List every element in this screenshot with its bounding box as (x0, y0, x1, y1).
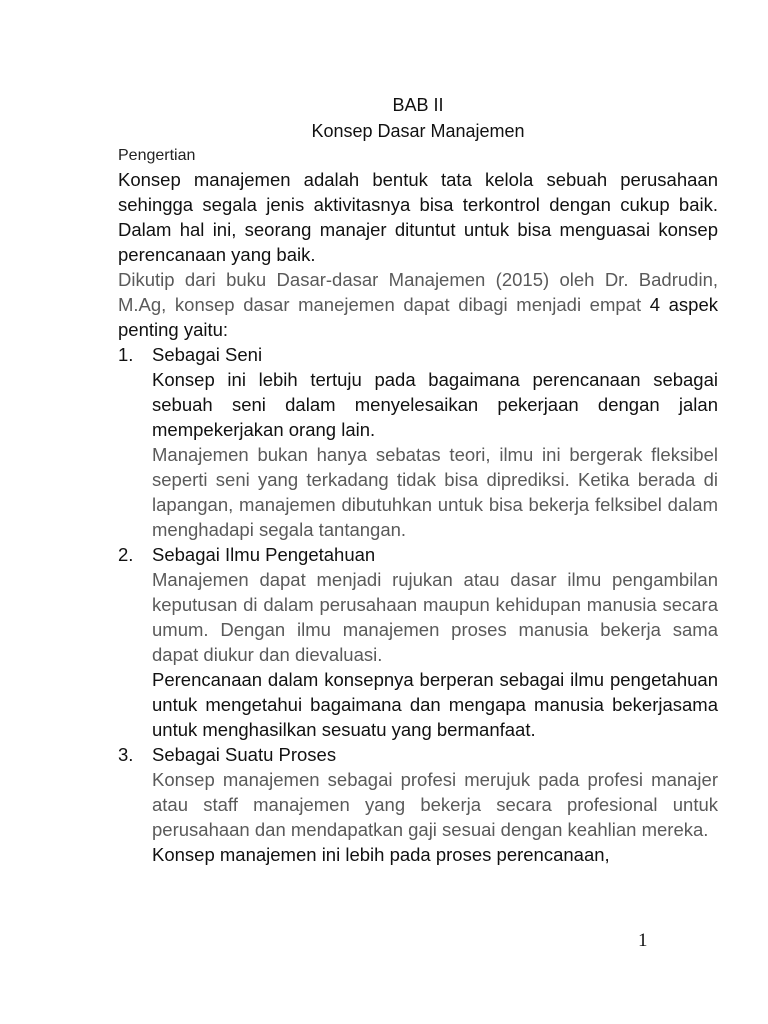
list-item-paragraph: Perencanaan dalam konsepnya berperan sebagai ilmu pengetahuan untuk mengetahui bagaimana dan mengapa manusia bekerjasama untuk menghasilkan sesuatu yang bermanfaat. (152, 669, 718, 740)
page-title: Konsep Dasar Manajemen (311, 121, 525, 141)
list-item-title: Sebagai Suatu Proses (152, 744, 337, 765)
list-item (118, 742, 718, 867)
list-item-paragraph: Konsep ini lebih tertuju pada bagaimana perencanaan sebagai sebuah seni dalam menyelesaikan pekerjaan dengan jalan mempekerjakan orang lain. (152, 369, 718, 440)
list-item-paragraph: Manajemen dapat menjadi rujukan atau dasar ilmu pengambilan keputusan di dalam perusahaan maupun kehidupan manusia secara umum. Dengan ilmu manajemen proses manusia bekerja sama dapat diukur dan dievaluasi. (152, 569, 718, 665)
list-item-number: 3. (118, 744, 134, 765)
list-item-heading (118, 342, 718, 367)
list-item-paragraph: Manajemen bukan hanya sebatas teori, ilmu ini bergerak fleksibel seperti seni yang terkadang tidak bisa diprediksi. Ketika berada di lapangan, manajemen dibutuhkan untuk bisa bekerja felksibel dalam menghadapi segala tantangan. (152, 444, 718, 540)
chapter-label: BAB II (392, 95, 444, 115)
quote-tail: 4 aspek penting yaitu: (118, 294, 719, 340)
list-item-heading (118, 742, 718, 767)
list-item (118, 342, 718, 542)
quote-paragraph (118, 267, 718, 342)
document-page (118, 92, 718, 867)
list-item-heading (118, 542, 718, 567)
list-item-paragraph: Konsep manajemen sebagai profesi merujuk pada profesi manajer atau staff manajemen yang bekerja secara profesional untuk perusahaan dan mendapatkan gaji sesuai dengan keahlian mereka. (152, 769, 718, 840)
intro-paragraph: Konsep manajemen adalah bentuk tata kelola sebuah perusahaan sehingga segala jenis aktivitasnya bisa terkontrol dengan cukup baik. Dalam hal ini, seorang manajer dituntut untuk bisa menguasai konsep perencanaan yang baik. (118, 169, 718, 265)
list-item-title: Sebagai Seni (152, 344, 263, 365)
list-item-paragraph: Konsep manajemen ini lebih pada proses perencanaan, (152, 844, 610, 865)
list-item (118, 542, 718, 742)
list-item-title: Sebagai Ilmu Pengetahuan (152, 544, 376, 565)
section-label: Pengertian (118, 147, 196, 164)
list-item-number: 2. (118, 544, 134, 565)
list-item-number: 1. (118, 344, 134, 365)
page-number: 1 (638, 930, 648, 951)
quote-lead: Dikutip dari buku Dasar-dasar Manajemen (2015) oleh Dr. Badrudin, M.Ag, konsep dasar manejemen dapat dibagi menjadi empat (118, 269, 718, 315)
